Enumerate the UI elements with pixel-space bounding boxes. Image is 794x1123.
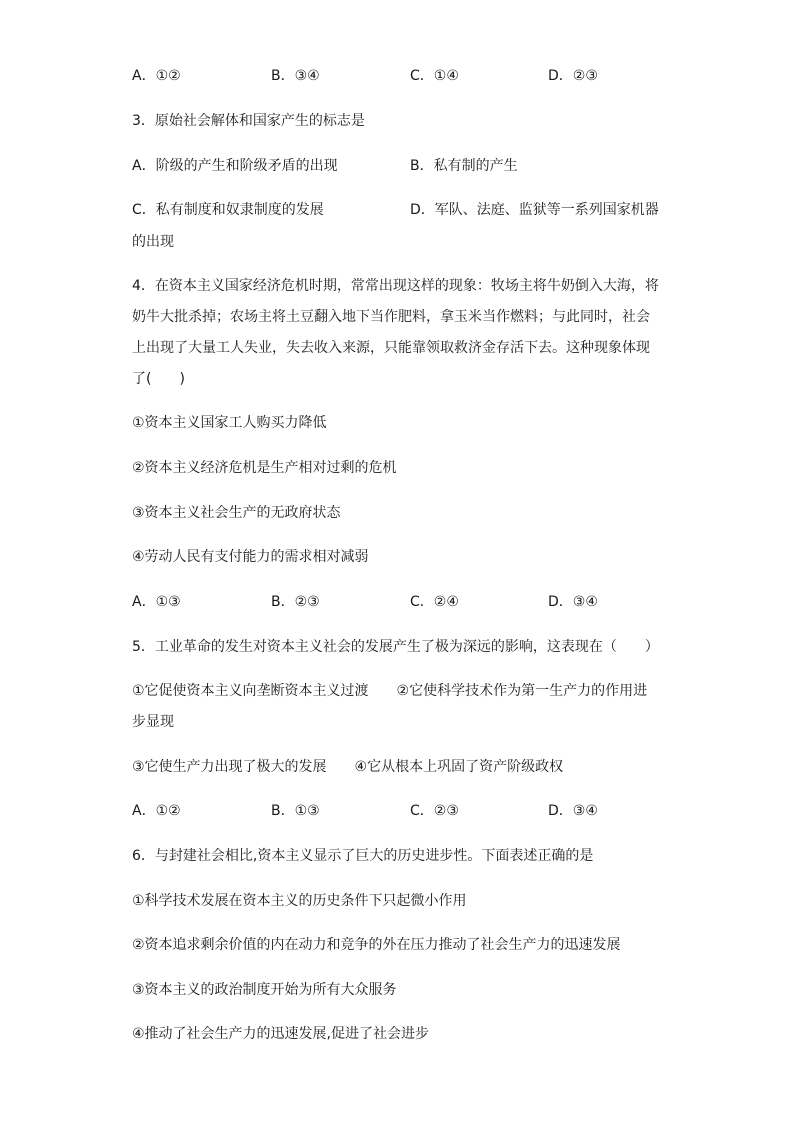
q5-stem: 5．工业革命的发生对资本主义社会的发展产生了极为深远的影响，这表现在（ ） [132, 639, 659, 655]
q6-stem: 6．与封建社会相比,资本主义显示了巨大的历史进步性。下面表述正确的是 [132, 848, 594, 864]
q2-option-d[interactable]: D．②③ [548, 68, 598, 84]
q6-statement-1: ①科学技术发展在资本主义的历史条件下只起微小作用 [132, 893, 467, 909]
q4-option-d[interactable]: D．③④ [548, 594, 598, 610]
q5-statements-line-2: 步显现 [132, 714, 174, 730]
q4-stem-line-2: 奶牛大批杀掉；农场主将土豆翻入地下当作肥料，拿玉米当作燃料；与此同时，社会 [132, 309, 650, 325]
q3-option-a[interactable]: A．阶级的产生和阶级矛盾的出现 [132, 158, 338, 174]
q4-option-b[interactable]: B．②③ [271, 594, 320, 610]
q3-option-b[interactable]: B．私有制的产生 [410, 158, 518, 174]
q6-statement-3: ③资本主义的政治制度开始为所有大众服务 [132, 982, 397, 998]
q5-option-d[interactable]: D．③④ [548, 803, 598, 819]
q2-option-b[interactable]: B．③④ [271, 68, 320, 84]
q4-option-a[interactable]: A．①③ [132, 594, 181, 610]
q4-stem-line-1: 4．在资本主义国家经济危机时期，常常出现这样的现象：牧场主将牛奶倒入大海，将 [132, 278, 659, 294]
q4-option-c[interactable]: C．②④ [410, 594, 459, 610]
q3-option-d[interactable]: D．军队、法庭、监狱等一系列国家机器 [410, 202, 659, 218]
q4-stem-line-3: 上出现了大量工人失业，失去收入来源，只能靠领取救济金存活下去。这种现象体现 [132, 340, 650, 356]
q4-statement-2: ②资本主义经济危机是生产相对过剩的危机 [132, 460, 397, 476]
q3-option-d-continuation: 的出现 [132, 234, 174, 250]
q6-statement-2: ②资本追求剩余价值的内在动力和竞争的外在压力推动了社会生产力的迅速发展 [132, 937, 621, 953]
q5-statements-line-3: ③它使生产力出现了极大的发展 ④它从根本上巩固了资产阶级政权 [132, 759, 564, 775]
q5-option-c[interactable]: C．②③ [410, 803, 459, 819]
q5-option-a[interactable]: A．①② [132, 803, 181, 819]
q2-option-c[interactable]: C．①④ [410, 68, 459, 84]
q3-option-c[interactable]: C．私有制度和奴隶制度的发展 [132, 202, 324, 218]
q2-option-a[interactable]: A．①② [132, 68, 181, 84]
q6-statement-4: ④推动了社会生产力的迅速发展,促进了社会进步 [132, 1026, 429, 1042]
q4-statement-1: ①资本主义国家工人购买力降低 [132, 415, 327, 431]
q4-stem-line-4: 了( ) [132, 371, 185, 387]
q4-statement-4: ④劳动人民有支付能力的需求相对减弱 [132, 549, 369, 565]
q4-statement-3: ③资本主义社会生产的无政府状态 [132, 505, 341, 521]
q5-option-b[interactable]: B．①③ [271, 803, 320, 819]
q3-stem: 3．原始社会解体和国家产生的标志是 [132, 113, 365, 129]
q5-statements-line-1: ①它促使资本主义向垄断资本主义过渡 ②它使科学技术作为第一生产力的作用进 [132, 683, 648, 699]
